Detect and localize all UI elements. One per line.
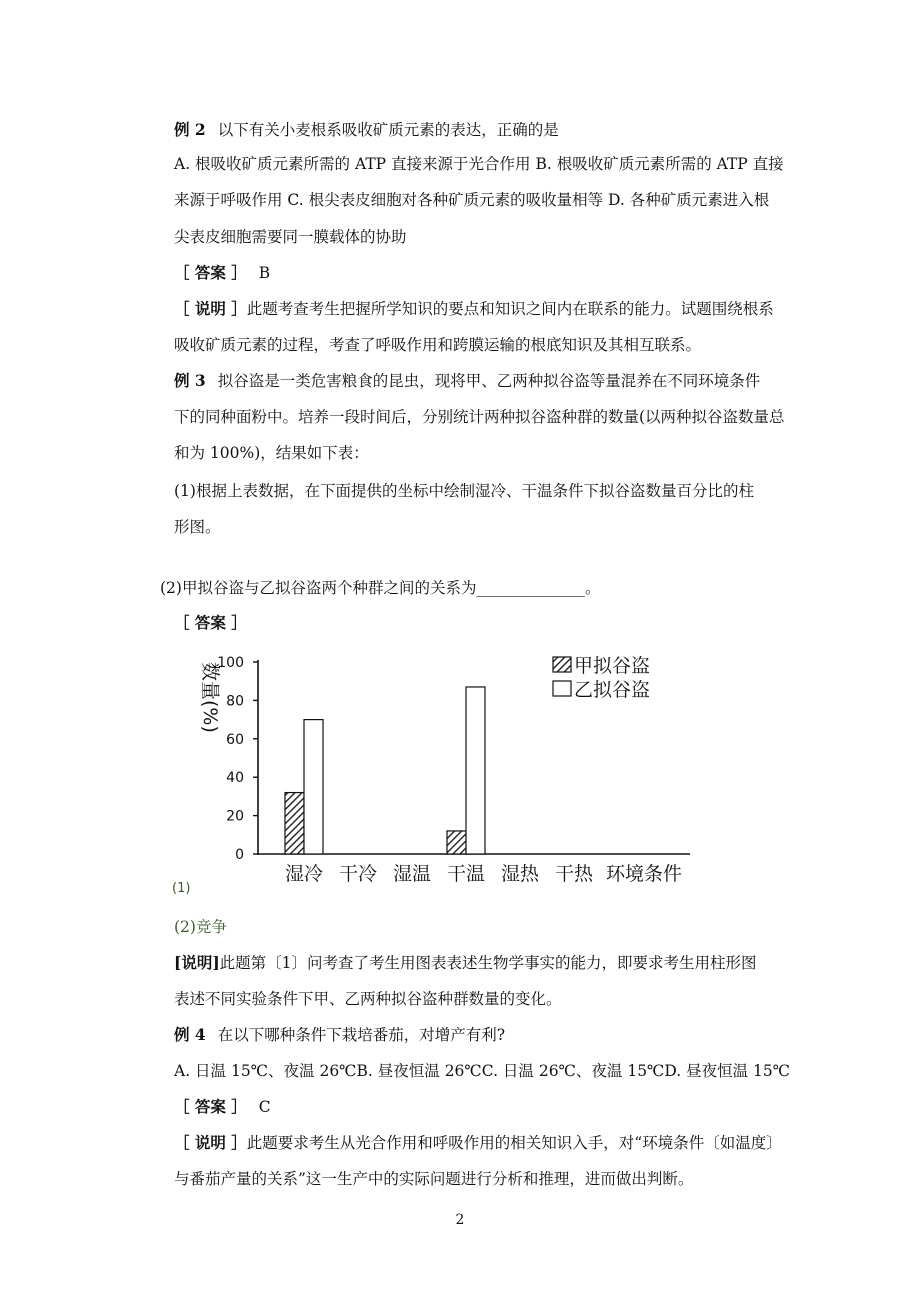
ex4-question-line	[174, 1024, 505, 1046]
ex3-q1-2: 形图。	[174, 518, 221, 536]
ex4-question: 在以下哪种条件下栽培番茄，对增产有利?	[217, 1026, 505, 1044]
y-axis-label-text: 数量(%)	[199, 662, 221, 733]
category-label-干冷: 干冷	[338, 863, 378, 885]
ex4-answer-line	[174, 1096, 271, 1118]
y-tick-label-0: 0	[235, 847, 244, 863]
ex2-answer-label: ［ 答案 ］	[174, 263, 247, 282]
chart-categories	[285, 863, 682, 885]
ex2-explain-1: 此题考查考生把握所学知识的要点和知识之间内在联系的能力。试题围绕根系	[246, 300, 774, 318]
ex2-options-2: 来源于呼吸作用 C. 根尖表皮细胞对各种矿质元素的吸收量相等 D. 各种矿质元素进入根	[174, 191, 770, 209]
y-tick-label-40: 40	[226, 770, 244, 787]
chart-prefix: (1)	[172, 881, 191, 896]
ex3-q2: (2)甲拟谷盗与乙拟谷盗两个种群之间的关系为______________。	[160, 579, 601, 597]
ex3-stem-1: 拟谷盗是一类危害粮食的昆虫，现将甲、乙两种拟谷盗等量混养在不同环境条件	[217, 372, 761, 390]
legend-label-乙拟谷盗: 乙拟谷盗	[574, 679, 651, 701]
species-bar-chart	[170, 648, 700, 900]
category-label-湿温: 湿温	[392, 863, 432, 885]
legend-swatch-乙拟谷盗	[553, 681, 571, 696]
ex3-stem-line	[174, 370, 760, 392]
ex4-explain-line	[174, 1132, 782, 1154]
ex3-label: 例 3	[174, 371, 206, 390]
ex3-explain-label: [说明]	[174, 953, 220, 972]
ex3-explain-line	[174, 952, 757, 974]
ex2-options-1: A. 根吸收矿质元素所需的 ATP 直接来源于光合作用 B. 根吸收矿质元素所需的 ATP 直接	[174, 155, 784, 173]
ex4-explain-1: 此题要求考生从光合作用和呼吸作用的相关知识入手，对“环境条件〔如温度〕	[246, 1134, 782, 1152]
ex3-explain-1: 此题第〔1〕问考查了考生用图表表述生物学事实的能力，即要求考生用柱形图	[219, 954, 757, 972]
ex2-explain-line	[174, 298, 774, 320]
ex2-answer-line	[174, 262, 270, 284]
category-label-干热: 干热	[554, 863, 594, 885]
ex4-explain-2: 与番茄产量的关系”这一生产中的实际问题进行分析和推理，进而做出判断。	[174, 1170, 694, 1188]
ex4-answer-label: ［ 答案 ］	[174, 1097, 247, 1116]
chart-y-axis-label	[199, 662, 221, 733]
ex2-label: 例 2	[174, 120, 206, 139]
bar-干温-甲拟谷盗	[447, 831, 466, 854]
bar-干温-乙拟谷盗	[466, 687, 485, 854]
category-label-湿冷: 湿冷	[284, 863, 324, 885]
ex2-options-3: 尖表皮细胞需要同一膜载体的协助	[174, 228, 407, 246]
ex3-explain-2: 表述不同实验条件下甲、乙两种拟谷盗种群数量的变化。	[174, 990, 562, 1008]
ex3-stem-2: 下的同种面粉中。培养一段时间后，分别统计两种拟谷盗种群的数量(以两种拟谷盗数量总	[174, 408, 785, 426]
ex4-answer: C	[258, 1098, 271, 1116]
ex3-q1-1: (1)根据上表数据，在下面提供的坐标中绘制湿冷、干温条件下拟谷盗数量百分比的柱	[174, 482, 754, 500]
y-tick-label-20: 20	[226, 808, 244, 825]
ex3-answer-label: ［ 答案 ］	[174, 613, 247, 632]
x-axis-label: 环境条件	[605, 863, 683, 885]
ex2-explain-2: 吸收矿质元素的过程，考查了呼吸作用和跨膜运输的根底知识及其相互联系。	[174, 336, 702, 354]
y-tick-label-100: 100	[217, 655, 244, 671]
ex2-question: 以下有关小麦根系吸收矿质元素的表达，正确的是	[217, 121, 559, 139]
ex2-explain-label: ［ 说明 ］	[174, 299, 247, 318]
bar-湿冷-甲拟谷盗	[285, 793, 304, 854]
ex2-answer: B	[258, 264, 271, 282]
y-tick-label-80: 80	[226, 693, 244, 710]
bar-湿冷-乙拟谷盗	[304, 720, 323, 854]
ex4-options: A. 日温 15℃、夜温 26℃B. 昼夜恒温 26℃C. 日温 26℃、夜温 15℃D. 昼夜恒温 15℃	[174, 1062, 791, 1080]
ex2-question-line	[174, 119, 559, 141]
legend-swatch-甲拟谷盗	[553, 657, 571, 672]
y-tick-label-60: 60	[226, 731, 244, 748]
ex3-answer2: (2)竞争	[174, 918, 227, 936]
category-label-湿热: 湿热	[500, 863, 540, 885]
legend-label-甲拟谷盗: 甲拟谷盗	[574, 655, 651, 677]
ex4-label: 例 4	[174, 1025, 206, 1044]
page-number: 2	[455, 1212, 465, 1228]
ex3-stem-3: 和为 100%)，结果如下表：	[174, 444, 369, 462]
category-label-干温: 干温	[446, 863, 486, 885]
ex4-explain-label: ［ 说明 ］	[174, 1133, 247, 1152]
